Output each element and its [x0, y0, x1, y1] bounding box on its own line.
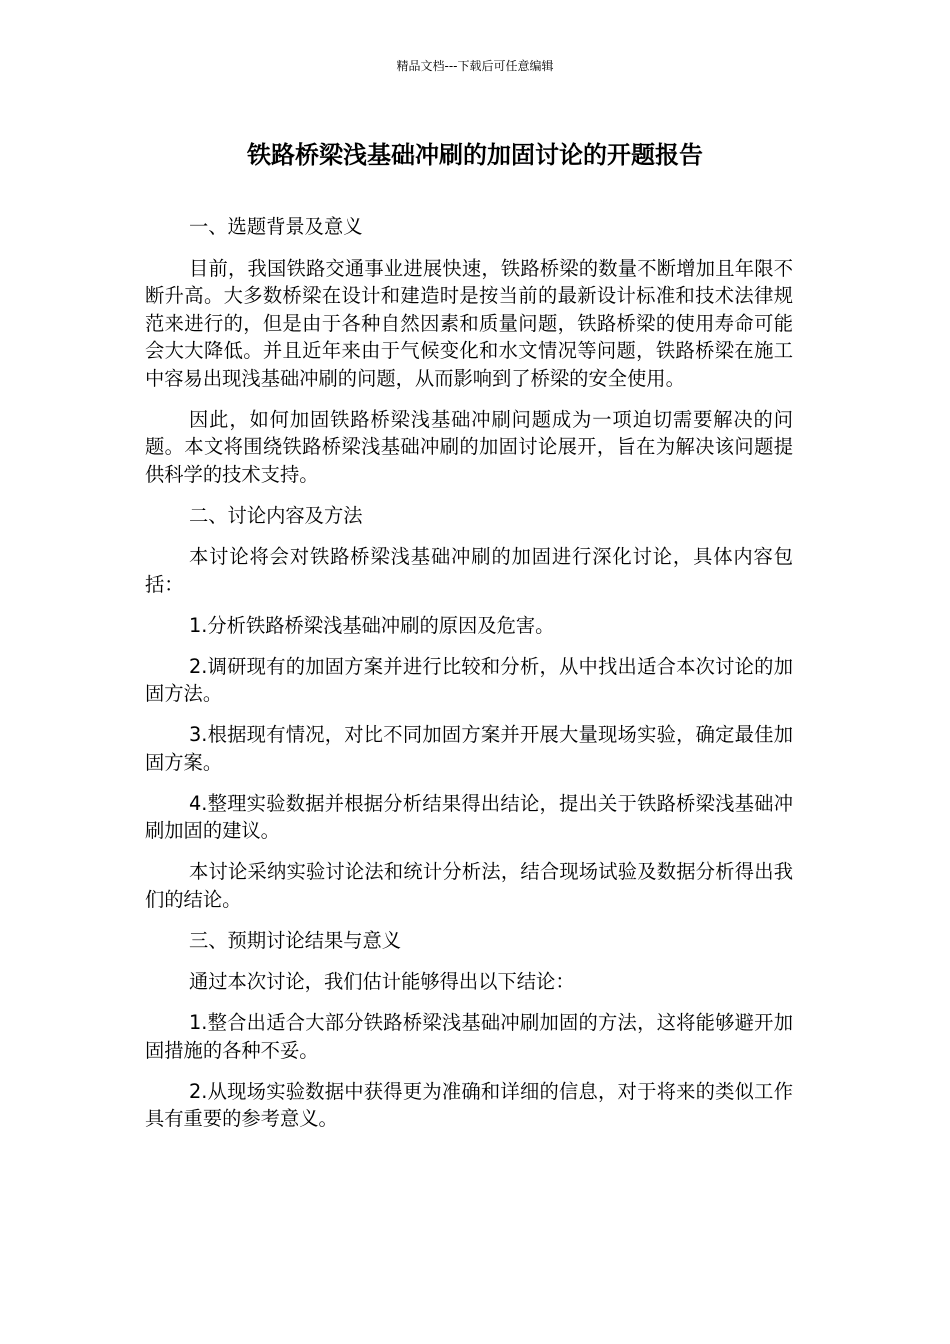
document-body [145, 213, 793, 1146]
section-heading-background: 一、选题背景及意义 [189, 215, 363, 238]
list-item-1: 1.分析铁路桥梁浅基础冲刷的原因及危害。 [189, 613, 555, 637]
result-item-1: 1.整合出适合大部分铁路桥梁浅基础冲刷加固的方法，这将能够避开加固措施的各种不妥。 [145, 1011, 793, 1062]
document-title: 铁路桥梁浅基础冲刷的加固讨论的开题报告 [247, 141, 703, 169]
paragraph-methods: 本讨论采纳实验讨论法和统计分析法，结合现场试验及数据分析得出我们的结论。 [145, 860, 793, 911]
paragraph-content-intro: 本讨论将会对铁路桥梁浅基础冲刷的加固进行深化讨论，具体内容包括： [145, 545, 793, 596]
paragraph-background: 目前，我国铁路交通事业进展快速，铁路桥梁的数量不断增加且年限不断升高。大多数桥梁在设计和建造时是按当前的最新设计标准和技术法律规范来进行的，但是由于各种自然因素和质量问题，铁路桥梁的使用寿命可能会大大降低。并且近年来由于气候变化和水文情况等问题，铁路桥梁在施工中容易出现浅基础冲刷的问题，从而影响到了桥梁的安全使用。 [145, 256, 793, 390]
section-heading-content-methods: 二、讨论内容及方法 [189, 503, 363, 527]
page-header: 精品文档---下载后可任意编辑 [396, 59, 554, 73]
section-heading-expected-results: 三、预期讨论结果与意义 [189, 928, 402, 952]
result-item-2: 2.从现场实验数据中获得更为准确和详细的信息，对于将来的类似工作具有重要的参考意义。 [145, 1079, 793, 1130]
list-item-2: 2.调研现有的加固方案并进行比较和分析，从中找出适合本次讨论的加固方法。 [145, 654, 793, 705]
paragraph-results-intro: 通过本次讨论，我们估计能够得出以下结论： [189, 970, 575, 993]
list-item-3: 3.根据现有情况，对比不同加固方案并开展大量现场实验，确定最佳加固方案。 [145, 723, 793, 774]
list-item-4: 4.整理实验数据并根据分析结果得出结论，提出关于铁路桥梁浅基础冲刷加固的建议。 [145, 791, 793, 842]
paragraph-purpose: 因此，如何加固铁路桥梁浅基础冲刷问题成为一项迫切需要解决的问题。本文将围绕铁路桥梁浅基础冲刷的加固讨论展开，旨在为解决该问题提供科学的技术支持。 [145, 407, 793, 486]
